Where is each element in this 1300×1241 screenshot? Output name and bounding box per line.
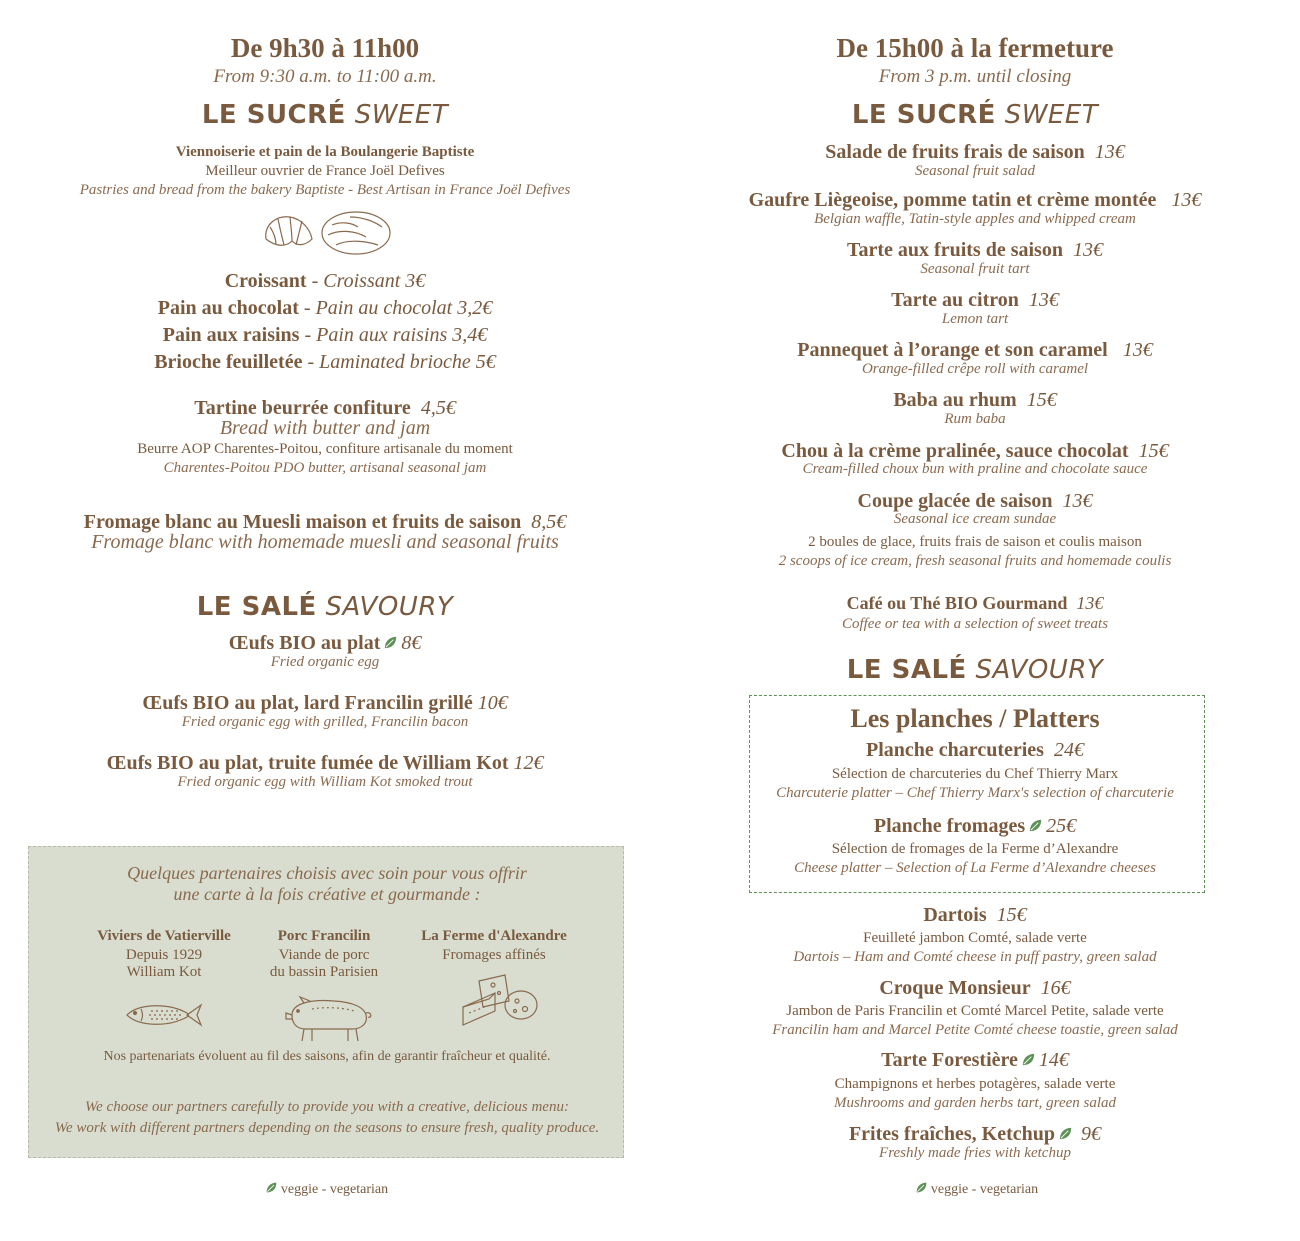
bread-icon	[322, 212, 390, 254]
morning-sweet-heading	[0, 100, 650, 130]
savoury-desc-fr: Champignons et herbes potagères, salade verte	[834, 1076, 1116, 1092]
pastry-item: Pain aux raisins - Pain aux raisins 3,4€	[162, 324, 488, 346]
item-english: Croissant	[323, 270, 401, 292]
item-price: 15€	[1138, 440, 1169, 462]
section-title-fr: LE SUCRÉ	[851, 100, 996, 130]
partners-note-en-1: We choose our partners carefully to provide you with a creative, delicious menu:	[85, 1099, 569, 1115]
sweet-item	[650, 440, 1300, 463]
item-price: 15€	[1026, 389, 1057, 411]
item-name: Chou à la crème pralinée, sauce chocolat	[781, 440, 1129, 462]
veggie-leaf-icon	[383, 635, 398, 650]
morning-time-en: From 9:30 a.m. to 11:00 a.m.	[213, 66, 437, 87]
item-price: 3,2€	[457, 297, 493, 319]
savoury-desc-en: Freshly made fries with ketchup	[879, 1145, 1071, 1161]
item-price: 8€	[401, 632, 422, 654]
bakery-title: Viennoiserie et pain de la Boulangerie Baptiste	[175, 144, 475, 160]
item-name: Tarte aux fruits de saison	[847, 239, 1063, 261]
item-price: 25€	[1046, 815, 1077, 837]
item-english: Pain au chocolat	[315, 297, 453, 319]
item-name: Tarte Forestière	[881, 1049, 1018, 1071]
item-name: Fromage blanc au Muesli maison et fruits de saison	[83, 511, 522, 533]
item-price: 13€	[1062, 490, 1093, 512]
item-name: Salade de fruits frais de saison	[825, 141, 1085, 163]
sweet-item	[650, 389, 1300, 412]
morning-savoury-heading	[0, 592, 650, 622]
section-title-en: SWEET	[1004, 100, 1099, 130]
platter-desc-en: Cheese platter – Selection of La Ferme d’Alexandre cheeses	[794, 860, 1156, 876]
afternoon-time-en: From 3 p.m. until closing	[878, 66, 1072, 87]
afternoon-menu	[650, 0, 1300, 1241]
tartine-english: Bread with butter and jam	[219, 417, 431, 439]
partner-name: La Ferme d'Alexandre	[421, 928, 567, 944]
item-price: 13€	[1076, 593, 1104, 613]
item-name: Pain aux raisins	[162, 324, 300, 346]
item-price: 15€	[996, 904, 1027, 926]
sweet-english: Seasonal ice cream sundae	[893, 511, 1057, 527]
section-title-en: SWEET	[354, 100, 449, 130]
legend-text: veggie - vegetarian	[280, 1182, 389, 1197]
item-price: 12€	[513, 752, 544, 774]
partners-note-en-2: We work with different partners depending on the seasons to ensure fresh, quality produce.	[54, 1120, 600, 1136]
coupe-desc-en: 2 scoops of ice cream, fresh seasonal fruits and homemade coulis	[778, 553, 1172, 569]
coupe-desc-fr: 2 boules de glace, fruits frais de saison et coulis maison	[808, 534, 1142, 550]
item-name: Café ou Thé BIO Gourmand	[846, 593, 1068, 613]
sweet-english: Cream-filled choux bun with praline and chocolate sauce	[802, 461, 1148, 477]
item-price: 13€	[1171, 189, 1202, 211]
item-english: Pain aux raisins	[316, 324, 448, 346]
item-price: 13€	[1028, 289, 1059, 311]
sweet-item	[650, 339, 1300, 362]
partner-name: Porc Francilin	[277, 928, 371, 944]
afternoon-sweet-heading	[650, 100, 1300, 130]
savoury-item	[0, 692, 650, 715]
item-price: 5€	[475, 351, 496, 373]
cafe-item	[650, 593, 1300, 614]
platter-item	[650, 815, 1300, 838]
legend-text: veggie - vegetarian	[930, 1182, 1039, 1197]
sweet-english: Rum baba	[944, 411, 1006, 427]
partner-line: William Kot	[126, 964, 202, 980]
item-name: Œufs BIO au plat, truite fumée de William Kot	[106, 752, 509, 774]
item-price: 16€	[1040, 977, 1071, 999]
item-name: Tartine beurrée confiture	[194, 397, 411, 419]
item-name: Baba au rhum	[893, 389, 1017, 411]
item-price: 10€	[477, 692, 508, 714]
item-price: 9€	[1081, 1123, 1102, 1145]
bakery-english: Pastries and bread from the bakery Baptiste - Best Artisan in France Joël Defives	[79, 182, 571, 198]
item-price: 13€	[1122, 339, 1153, 361]
sweet-english: Seasonal fruit tart	[920, 261, 1030, 277]
item-price: 13€	[1094, 141, 1125, 163]
savoury-desc-en: Francilin ham and Marcel Petite Comté cheese toastie, green salad	[772, 1022, 1178, 1038]
savoury-item	[650, 904, 1300, 927]
fish-icon	[121, 999, 203, 1031]
sweet-item	[650, 239, 1300, 262]
tartine-desc-en: Charentes-Poitou PDO butter, artisanal seasonal jam	[163, 460, 487, 476]
veggie-leaf-icon	[1058, 1126, 1073, 1141]
savoury-item	[650, 1123, 1300, 1146]
item-name: Pannequet à l’orange et son caramel	[797, 339, 1108, 361]
pig-icon	[282, 993, 376, 1043]
item-name: Œufs BIO au plat, lard Francilin grillé	[142, 692, 473, 714]
bakery-subtitle: Meilleur ouvrier de France Joël Defives	[205, 163, 445, 179]
sweet-item	[650, 189, 1300, 212]
cafe-english: Coffee or tea with a selection of sweet treats	[841, 616, 1109, 632]
afternoon-time-fr: De 15h00 à la fermeture	[836, 33, 1114, 63]
partner-line: du bassin Parisien	[269, 964, 379, 980]
pastry-item: Croissant - Croissant 3€	[224, 270, 426, 292]
savoury-desc-fr: Feuilleté jambon Comté, salade verte	[863, 930, 1087, 946]
pastry-item: Brioche feuilletée - Laminated brioche 5€	[154, 351, 496, 373]
veggie-leaf-icon	[915, 1181, 928, 1194]
platter-item	[650, 739, 1300, 762]
item-price: 4,5€	[420, 397, 456, 419]
tartine-desc-fr: Beurre AOP Charentes-Poitou, confiture artisanale du moment	[137, 441, 513, 457]
platter-desc-en: Charcuterie platter – Chef Thierry Marx's selection of charcuterie	[776, 785, 1174, 801]
veggie-leaf-icon	[1021, 1052, 1036, 1067]
savoury-desc-en: Mushrooms and garden herbs tart, green salad	[833, 1095, 1117, 1111]
savoury-desc-fr: Jambon de Paris Francilin et Comté Marcel Petite, salade verte	[786, 1003, 1164, 1019]
sweet-item	[650, 289, 1300, 312]
partner-line: Fromages affinés	[442, 947, 546, 963]
item-price: 13€	[1072, 239, 1103, 261]
savoury-english: Fried organic egg with William Kot smoked trout	[177, 774, 473, 790]
savoury-item	[650, 977, 1300, 1000]
sweet-english: Belgian waffle, Tatin-style apples and whipped cream	[814, 211, 1136, 227]
item-price: 8,5€	[531, 511, 567, 533]
sweet-english: Orange-filled crêpe roll with caramel	[861, 361, 1089, 377]
item-price: 14€	[1038, 1049, 1069, 1071]
partner-line: Depuis 1929	[125, 947, 203, 963]
section-title-fr: LE SALÉ	[846, 655, 967, 685]
item-name: Pain au chocolat	[157, 297, 299, 319]
veggie-legend	[650, 1181, 1300, 1198]
veggie-leaf-icon	[1028, 818, 1043, 833]
savoury-english: Fried organic egg with grilled, Francilin bacon	[181, 714, 469, 730]
savoury-english: Fried organic egg	[270, 654, 380, 670]
platter-desc-fr: Sélection de charcuteries du Chef Thierry Marx	[831, 766, 1119, 782]
partners-intro-2: une carte à la fois créative et gourmande :	[173, 884, 481, 904]
cheese-icon	[459, 971, 541, 1027]
morning-time-fr: De 9h30 à 11h00	[230, 33, 420, 63]
afternoon-savoury-heading	[650, 655, 1300, 685]
partners-note-fr: Nos partenariats évoluent au fil des saisons, afin de garantir fraîcheur et qualité.	[103, 1049, 551, 1064]
savoury-item	[0, 752, 650, 775]
item-name: Brioche feuilletée	[154, 351, 303, 373]
item-name: Planche charcuteries	[866, 739, 1044, 761]
item-name: Coupe glacée de saison	[857, 490, 1053, 512]
item-name: Croque Monsieur	[879, 977, 1031, 999]
fromage-english: Fromage blanc with homemade muesli and seasonal fruits	[91, 531, 559, 553]
veggie-legend	[0, 1181, 650, 1198]
item-name: Planche fromages	[873, 815, 1026, 837]
partners-box	[28, 846, 624, 1158]
sweet-item	[650, 141, 1300, 164]
sweet-english: Lemon tart	[941, 311, 1009, 327]
item-name: Tarte au citron	[891, 289, 1019, 311]
item-name: Frites fraîches, Ketchup	[848, 1123, 1056, 1145]
partners-intro-1: Quelques partenaires choisis avec soin pour vous offrir	[127, 863, 527, 883]
veggie-leaf-icon	[265, 1181, 278, 1194]
savoury-desc-en: Dartois – Ham and Comté cheese in puff pastry, green salad	[793, 949, 1157, 965]
platters-title: Les planches / Platters	[850, 704, 1100, 733]
section-title-en: SAVOURY	[975, 655, 1104, 685]
item-name: Dartois	[923, 904, 987, 926]
item-price: 24€	[1053, 739, 1084, 761]
platter-desc-fr: Sélection de fromages de la Ferme d’Alexandre	[831, 841, 1119, 857]
partner-line: Viande de porc	[278, 947, 370, 963]
savoury-item	[650, 1049, 1300, 1072]
sweet-english: Seasonal fruit salad	[914, 163, 1035, 179]
savoury-item	[0, 632, 650, 655]
croissant-bread-illustration	[262, 207, 394, 257]
section-title-en: SAVOURY	[325, 592, 454, 622]
item-name: Œufs BIO au plat	[228, 632, 381, 654]
section-title-fr: LE SALÉ	[196, 592, 317, 622]
item-english: Laminated brioche	[319, 351, 471, 373]
croissant-icon	[266, 217, 312, 246]
section-title-fr: LE SUCRÉ	[201, 100, 346, 130]
item-price: 3€	[405, 270, 426, 292]
sweet-item	[650, 490, 1300, 513]
partner-name: Viviers de Vatierville	[97, 928, 231, 944]
item-name: Croissant	[224, 270, 307, 292]
item-name: Gaufre Liègeoise, pomme tatin et crème montée	[748, 189, 1157, 211]
pastry-item: Pain au chocolat - Pain au chocolat 3,2€	[157, 297, 493, 319]
item-price: 3,4€	[452, 324, 488, 346]
